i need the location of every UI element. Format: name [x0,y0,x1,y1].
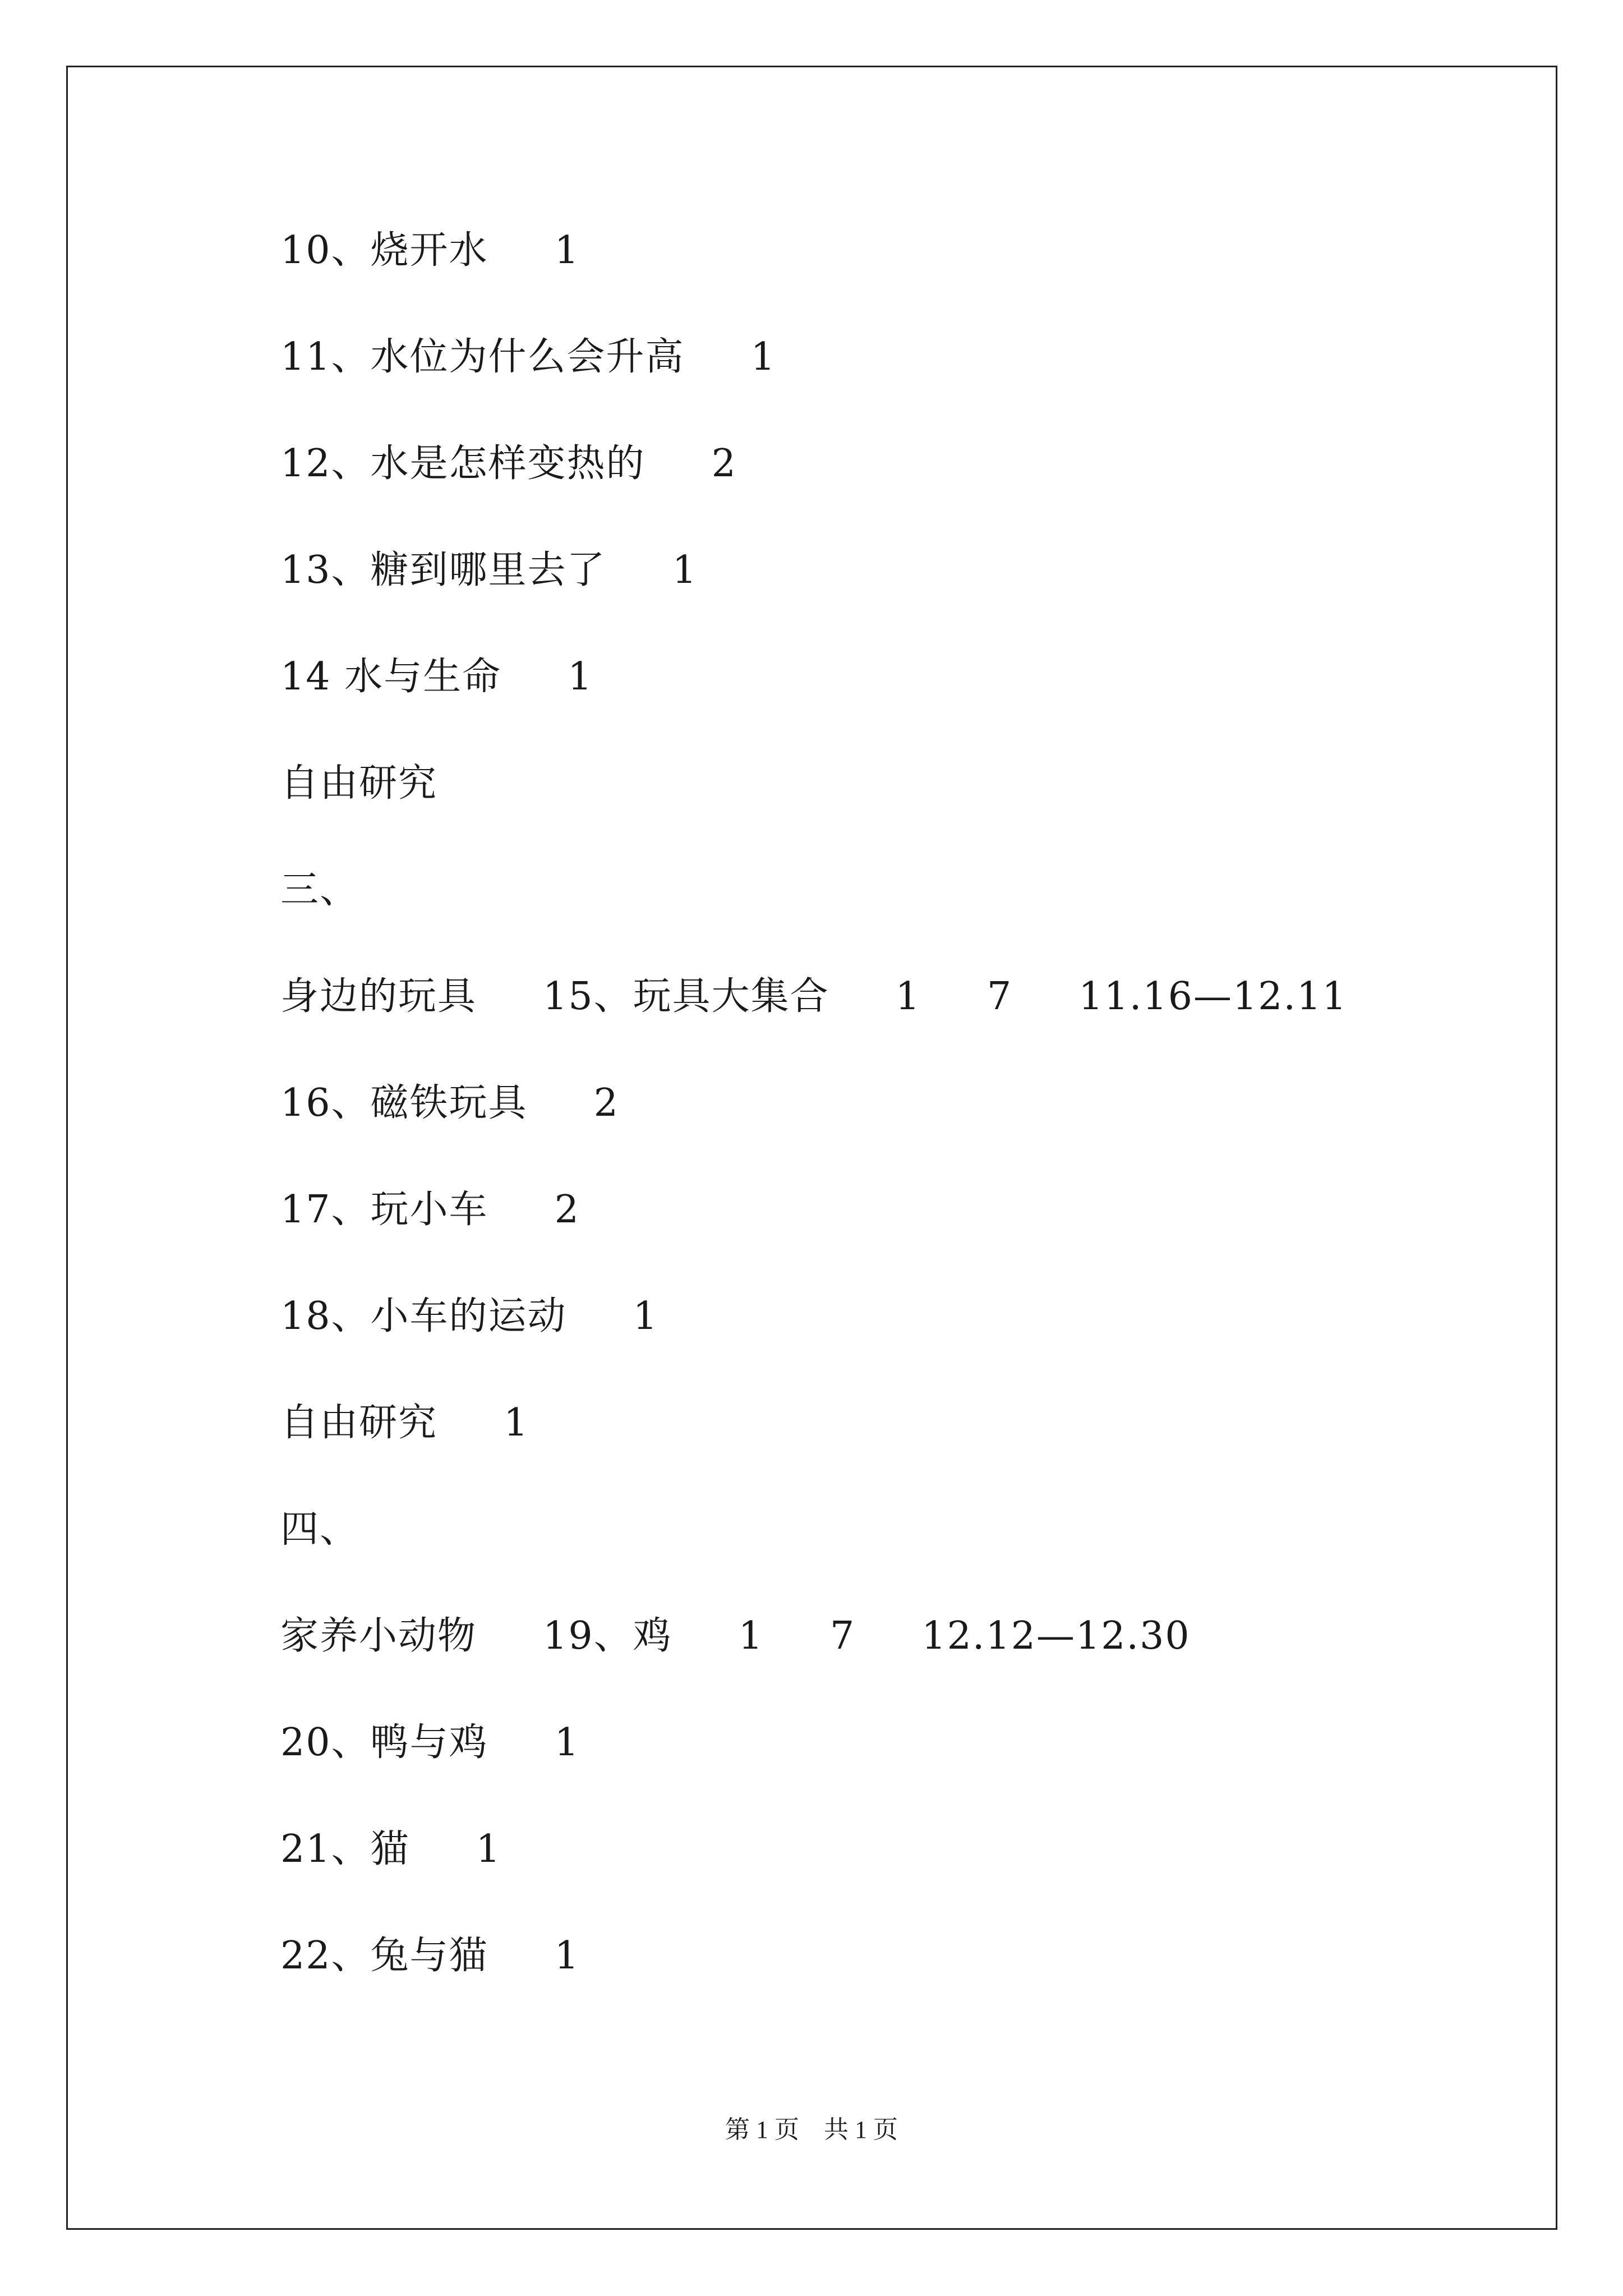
document-line: 14 水与生命 1 [280,655,593,699]
document-line: 10、烧开水 1 [280,228,580,273]
document-line: 自由研究 [280,761,438,806]
document-line: 12、水是怎样变热的 2 [280,441,737,486]
document-line: 自由研究 1 [280,1401,529,1445]
document-line: 16、磁铁玩具 2 [280,1081,619,1125]
page-number-footer: 第 1 页 共 1 页 [725,2116,898,2143]
document-line: 22、兔与猫 1 [280,1934,580,1978]
document-line: 11、水位为什么会升高 1 [280,335,776,379]
document-line: 身边的玩具 15、玩具大集合 1 7 11.16—12.11 [280,974,1348,1019]
section-heading: 四、 [280,1507,359,1552]
document-line: 13、糖到哪里去了 1 [280,548,698,592]
document-line: 家养小动物 19、鸡 1 7 12.12—12.30 [280,1614,1191,1658]
document-line: 17、玩小车 2 [280,1188,580,1232]
document-line: 20、鸭与鸡 1 [280,1720,580,1765]
document-line: 21、猫 1 [280,1827,501,1871]
document-line: 18、小车的运动 1 [280,1294,658,1338]
section-heading: 三、 [280,868,359,912]
